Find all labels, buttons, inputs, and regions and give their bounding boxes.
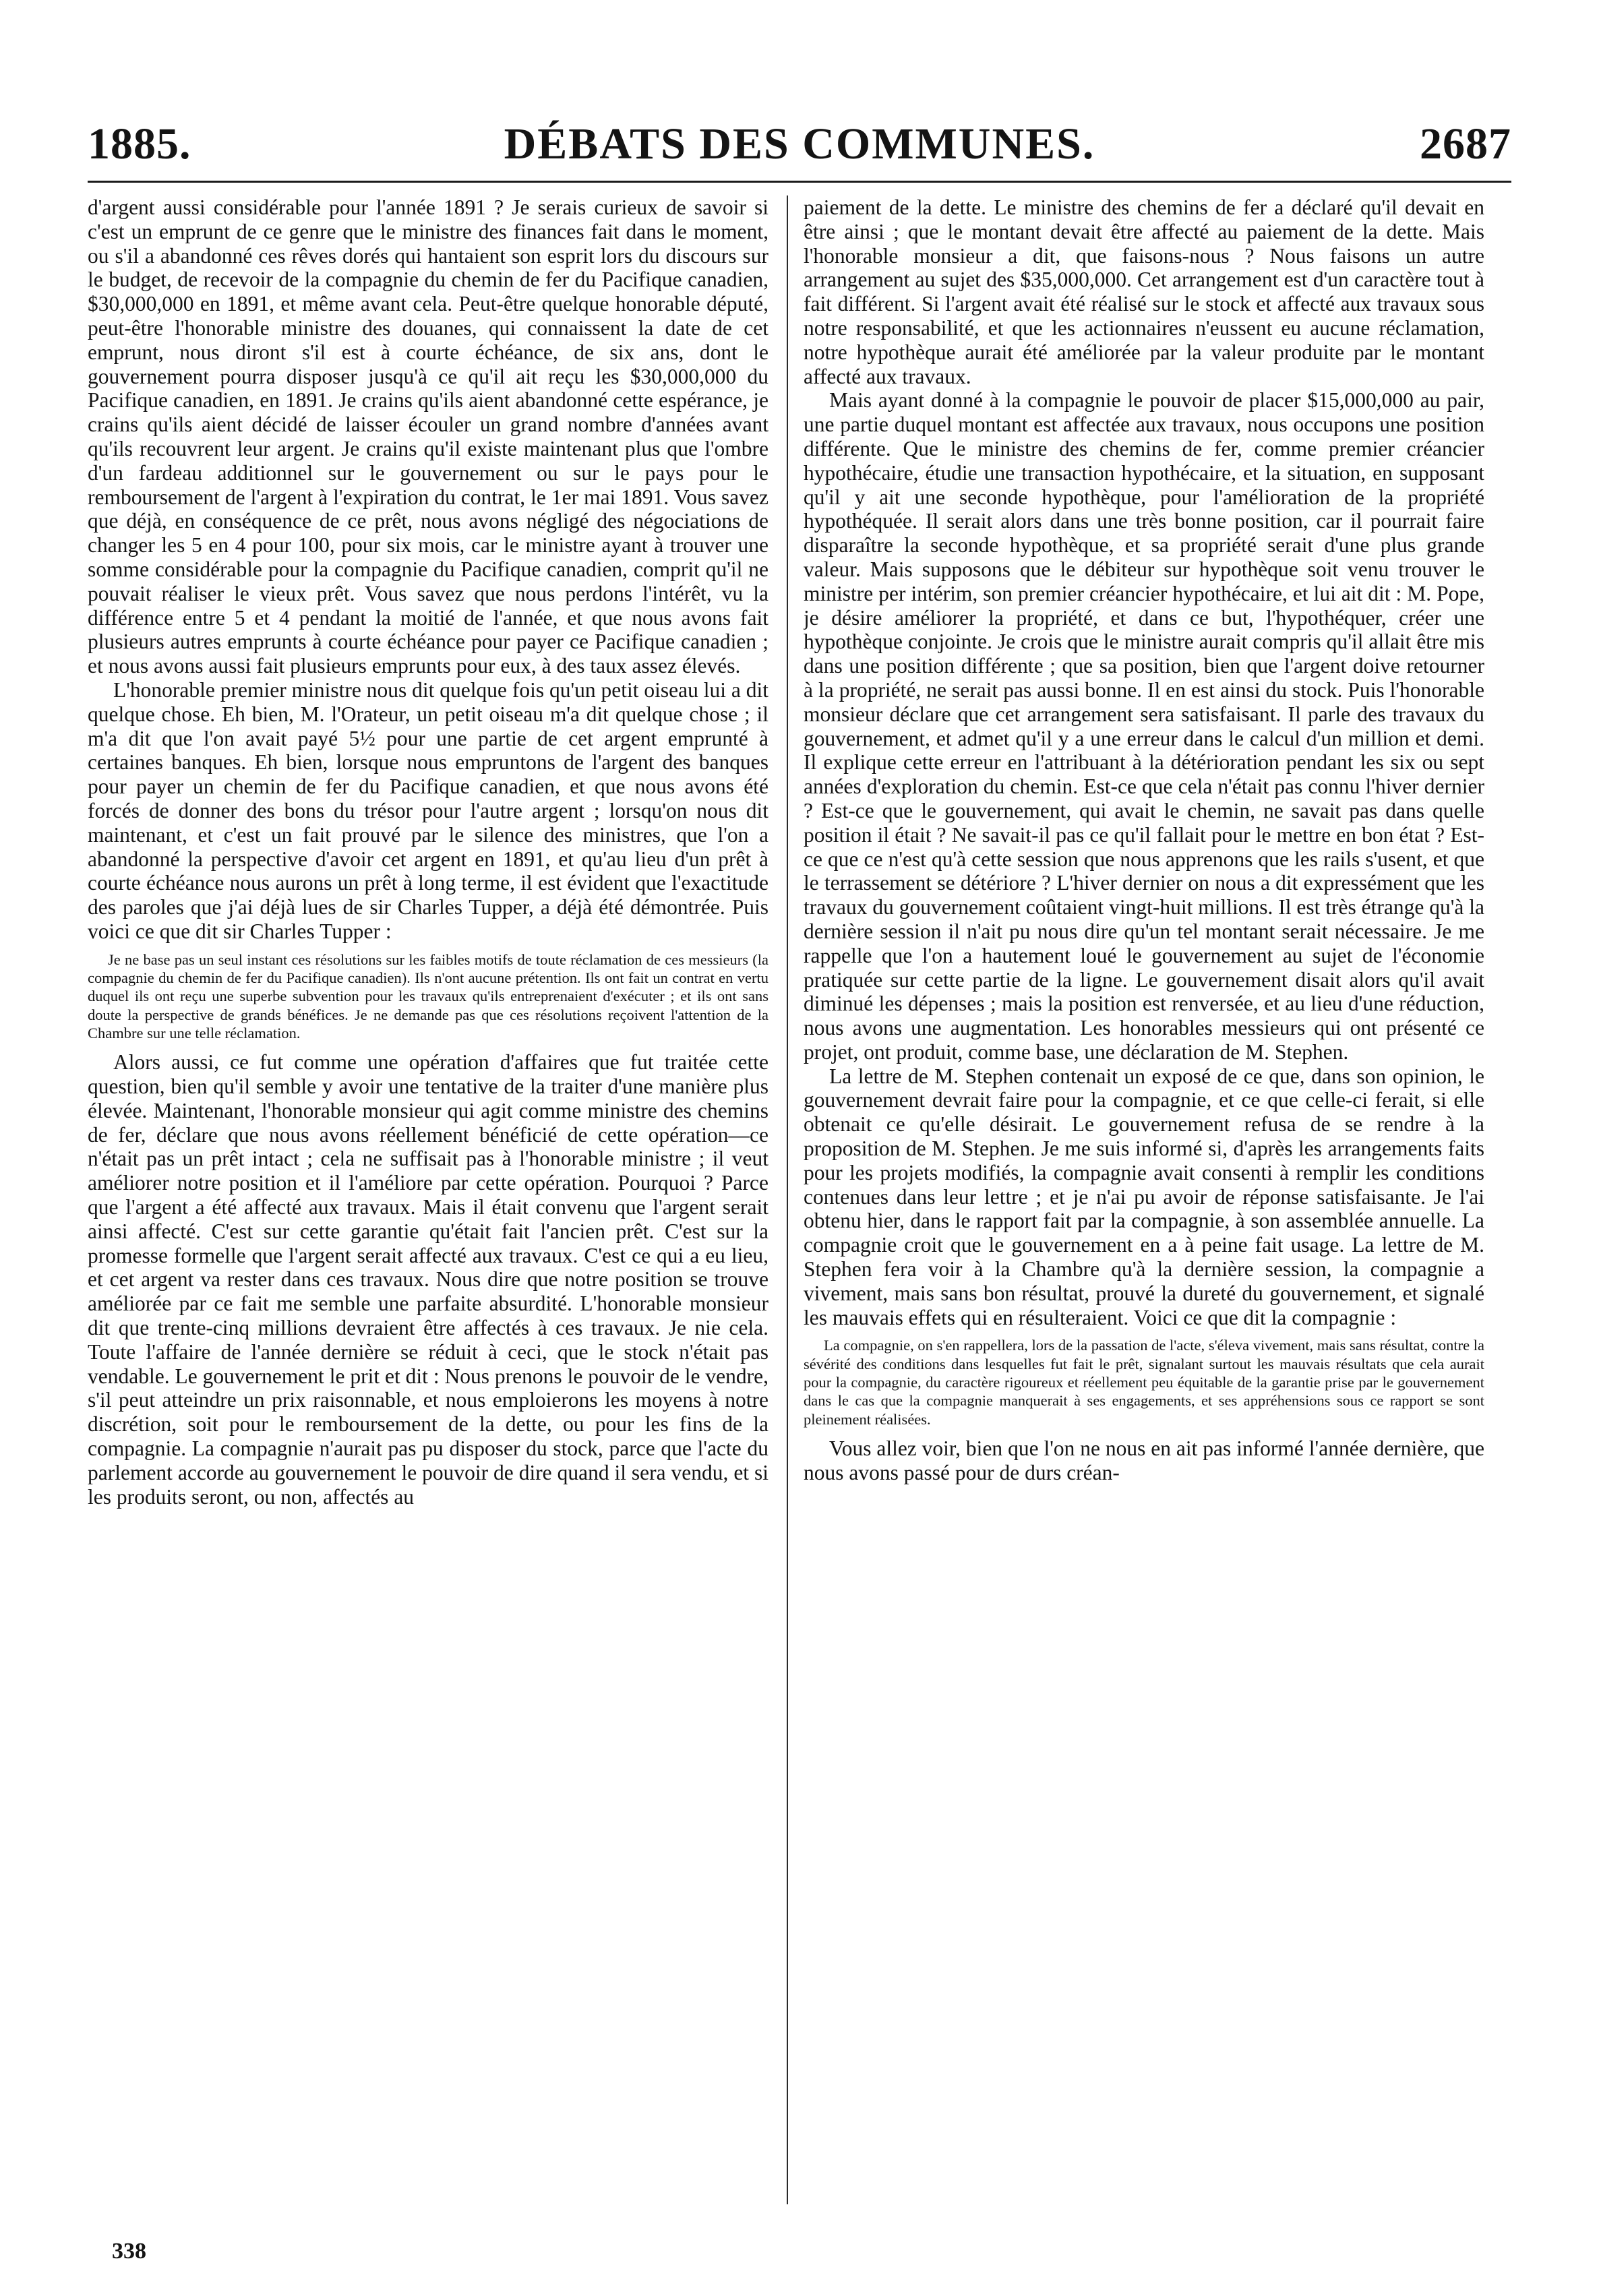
paragraph: La lettre de M. Stephen contenait un exposé de ce que, dans son opinion, le gouvernement devrait faire pour la compagnie, et ce que celle-ci ferait, si elle obtenait ce qu'elle désirait. Le gouvernement refusa de se rendre à la proposition de M. Stephen. Je me suis informé si, d'après les arrangements faits pour les projets modifiés, la compagnie avait consenti à remplir les conditions contenues dans leur lettre ; et je n'ai pu avoir de réponse satisfaisante. Je l'ai obtenu hier, dans le rapport fait par la compagnie, à son assemblée annuelle. La compagnie croit que le gouvernement en a à peine fait usage. La lettre de M. Stephen fera voir à la Chambre qu'à la dernière session, la compagnie a vivement, mais sans bon résultat, prouvé la dureté du gouvernement, et signalé les mauvais effets qui en résulteraient. Voici ce que dit la compagnie : (804, 1064, 1484, 1329)
header-year: 1885. (88, 119, 191, 169)
paragraph: Alors aussi, ce fut comme une opération d'affaires que fut traitée cette question, bien qu'il semble y avoir une tentative de la traiter d'une manière plus élevée. Maintenant, l'honorable monsieur qui agit comme ministre des chemins de fer, déclare que nous avons réellement bénéficié de cette opération—ce n'était pas un prêt intact ; cela ne suffisait pas à l'honorable ministre ; il veut améliorer notre position et il l'améliore par cette opération. Pourquoi ? Parce que l'argent a été affecté aux travaux. Mais il était convenu que l'argent serait ainsi affecté. C'est sur cette garantie qu'était fait l'ancien prêt. C'est sur la promesse formelle que l'argent serait affecté aux travaux. C'est ce qui a eu lieu, et cet argent va rester dans ces travaux. Nous dire que notre position se trouve améliorée par ce fait me semble une parfaite absurdité. L'honorable monsieur dit que trente-cinq millions devraient être affectés à ces travaux. Je nie cela. Toute l'affaire de l'année dernière se réduit à ceci, que le stock n'était pas vendable. Le gouvernement le prit et dit : Nous prenons le pouvoir de le vendre, s'il peut atteindre un prix raisonnable, et nous emploierons les moyens à notre discrétion, soit pour le remboursement de la dette, ou pour les fins de la compagnie. La compagnie n'aurait pas pu disposer du stock, parce que l'acte du parlement accorde au gouvernement le pouvoir de dire quand il sera vendu, et si les produits seront, ou non, affectés au (88, 1050, 768, 1509)
paragraph: d'argent aussi considérable pour l'année 1891 ? Je serais curieux de savoir si c'est un emprunt de ce genre que le ministre des finances fait dans le moment, ou s'il a abandonné ces rêves dorés qui hantaient son esprit lors du discours sur le budget, de recevoir de la compagnie du chemin de fer du Pacifique canadien, $30,000,000 en 1891, et même avant cela. Peut-être quelque honorable député, peut-être l'honorable ministre des douanes, qui connaissent la date de cet emprunt, nous diront s'il est à courte échéance, de six ans, dont le gouvernement pourra disposer jusqu'à ce qu'il ait reçu les $30,000,000 du Pacifique canadien, en 1891. Je crains qu'ils aient abandonné cette espérance, je crains qu'ils aient décidé de laisser écouler un grand nombre d'années avant qu'ils recouvrent leur argent. Je crains qu'il existe maintenant plus que l'ombre d'un fardeau additionnel sur le gouvernement ou sur le pays pour le remboursement de l'argent à l'expiration du contrat, le 1er mai 1891. Vous savez que déjà, en conséquence de ce prêt, nous avons négligé des négociations de changer les 5 en 4 pour 100, pour six mois, car le ministre ayant à trouver une somme considérable pour la compagnie du Pacifique canadien, comprit qu'il ne pouvait réaliser le vieux prêt. Vous savez que nous perdons l'intérêt, vu la différence entre 5 et 4 pendant la moitié de l'année, et que nous avons fait plusieurs autres emprunts à courte échéance pour payer ce Pacifique canadien ; et nous avons aussi fait plusieurs emprunts pour eux, à des taux assez élevés. (88, 195, 768, 678)
newspaper-page (88, 101, 1511, 2272)
paragraph: Mais ayant donné à la compagnie le pouvoir de placer $15,000,000 au pair, une partie duquel montant est affectée aux travaux, nous occupons une position différente. Que le ministre des chemins de fer, comme premier créancier hypothécaire, étudie une transaction hypothécaire, et la situation, en supposant qu'il y ait une seconde hypothèque, pour l'amélioration de la propriété hypothéquée. Il serait alors dans une très bonne position, car il pourrait faire disparaître la seconde hypothèque, et sa propriété serait d'une plus grande valeur. Mais supposons que le débiteur sur hypothèque soit venu trouver le ministre per intérim, son premier créancier hypothécaire, et lui ait dit : M. Pope, je désire améliorer la propriété, et dans ce but, l'hypothéquer, créer une hypothèque conjointe. Je crois que le ministre aurait compris qu'il allait être mis dans une position différente ; que sa position, bien que l'argent doive retourner à la propriété, ne serait pas aussi bonne. Il en est ainsi du stock. Puis l'honorable monsieur déclare que cet arrangement sera satisfaisant. Il parle des travaux du gouvernement, et admet qu'il y a une erreur dans le calcul d'un million et demi. Il explique cette erreur en l'attribuant à la détérioration pendant les six ou sept années d'exploration du chemin. Est-ce que cela n'était pas connu l'hiver dernier ? Est-ce que le gouvernement, qui avait le chemin, ne savait pas dans quelle position il était ? Ne savait-il pas ce qu'il fallait pour le mettre en bon état ? Est-ce que ce n'est qu'à cette session que nous apprenons que les rails s'usent, et que le terrassement se détériore ? L'hiver dernier on nous a dit expressément que les travaux du gouvernement coûtaient vingt-huit millions. Il est très étrange qu'à la dernière session il n'ait pu nous dire qu'un tel montant serait nécessaire. Je me rappelle que l'on a hautement loué le gouvernement au sujet de l'économie pratiquée sur cette partie de la ligne. Le gouvernement disait alors qu'il avait diminué les dépenses ; mais la position est renversée, et au lieu d'une réduction, nous avons une augmentation. Les honorables messieurs qui ont présenté ce projet, ont produit, comme base, une déclaration de M. Stephen. (804, 388, 1484, 1064)
block-quote: Je ne base pas un seul instant ces résolutions sur les faibles motifs de toute réclamation de ces messieurs (la compagnie du chemin de fer du Pacifique canadien). Ils n'ont aucune prétention. Ils ont fait un contrat en vertu duquel ils ont reçu une superbe subvention pour les travaux qu'ils entreprenaient d'exécuter ; et ils ont sans doute la perspective de grands bénéfices. Je ne demande pas que ces résolutions reçoivent l'attention de la Chambre sur une telle réclamation. (88, 950, 768, 1041)
paragraph: Vous allez voir, bien que l'on ne nous en ait pas informé l'année dernière, que nous avons passé pour de durs créan- (804, 1436, 1484, 1484)
page-title: DÉBATS DES COMMUNES. (504, 119, 1095, 169)
right-column (804, 195, 1484, 2231)
block-quote: La compagnie, on s'en rappellera, lors de la passation de l'acte, s'éleva vivement, mais sans résultat, contre la sévérité des conditions dans lesquelles fut fait le prêt, signalant surtout les mauvais résultats que cela aurait pour la compagnie, du caractère rigoureux et réellement peu équitable de la garantie prise par le gouvernement dans le cas que la compagnie manquerait à ses engagements, et ses appréhensions sous ce rapport se sont pleinement réalisées. (804, 1337, 1484, 1428)
header-rule (88, 181, 1511, 183)
paragraph: L'honorable premier ministre nous dit quelque fois qu'un petit oiseau lui a dit quelque chose. Eh bien, M. l'Orateur, un petit oiseau m'a dit quelque chose ; il m'a dit que l'on avait payé 5½ pour une partie de cet argent emprunté à certaines banques. Eh bien, lorsque nous empruntons de l'argent des banques pour payer un chemin de fer du Pacifique canadien, et que nous avons été forcés de donner des bons du trésor pour l'autre argent ; lorsqu'on nous dit maintenant, et c'est un fait prouvé par le silence des ministres, que l'on a abandonné la perspective d'avoir cet argent en 1891, et qu'au lieu d'un prêt à courte échéance nous aurons un prêt à long terme, il est évident que l'exactitude des paroles que j'ai déjà lues de sir Charles Tupper, a déjà été démontrée. Puis voici ce que dit sir Charles Tupper : (88, 677, 768, 943)
left-column (88, 195, 768, 2231)
page-header (88, 117, 1511, 182)
page-number: 2687 (1420, 119, 1511, 169)
paragraph: paiement de la dette. Le ministre des chemins de fer a déclaré qu'il devait en être ainsi ; que le montant devait être affecté au paiement de la dette. Mais l'honorable monsieur a dit, que faisons-nous ? Nous faisons un autre arrangement au sujet des $35,000,000. Cet arrangement est d'un caractère tout à fait différent. Si l'argent avait été réalisé sur le stock et affecté aux travaux sous notre responsabilité, et que les actionnaires n'eussent eu aucune réclamation, notre hypothèque aurait été améliorée par la valeur produite par le montant affecté aux travaux. (804, 195, 1484, 388)
column-divider (787, 195, 788, 2204)
signature-mark: 338 (112, 2239, 146, 2264)
